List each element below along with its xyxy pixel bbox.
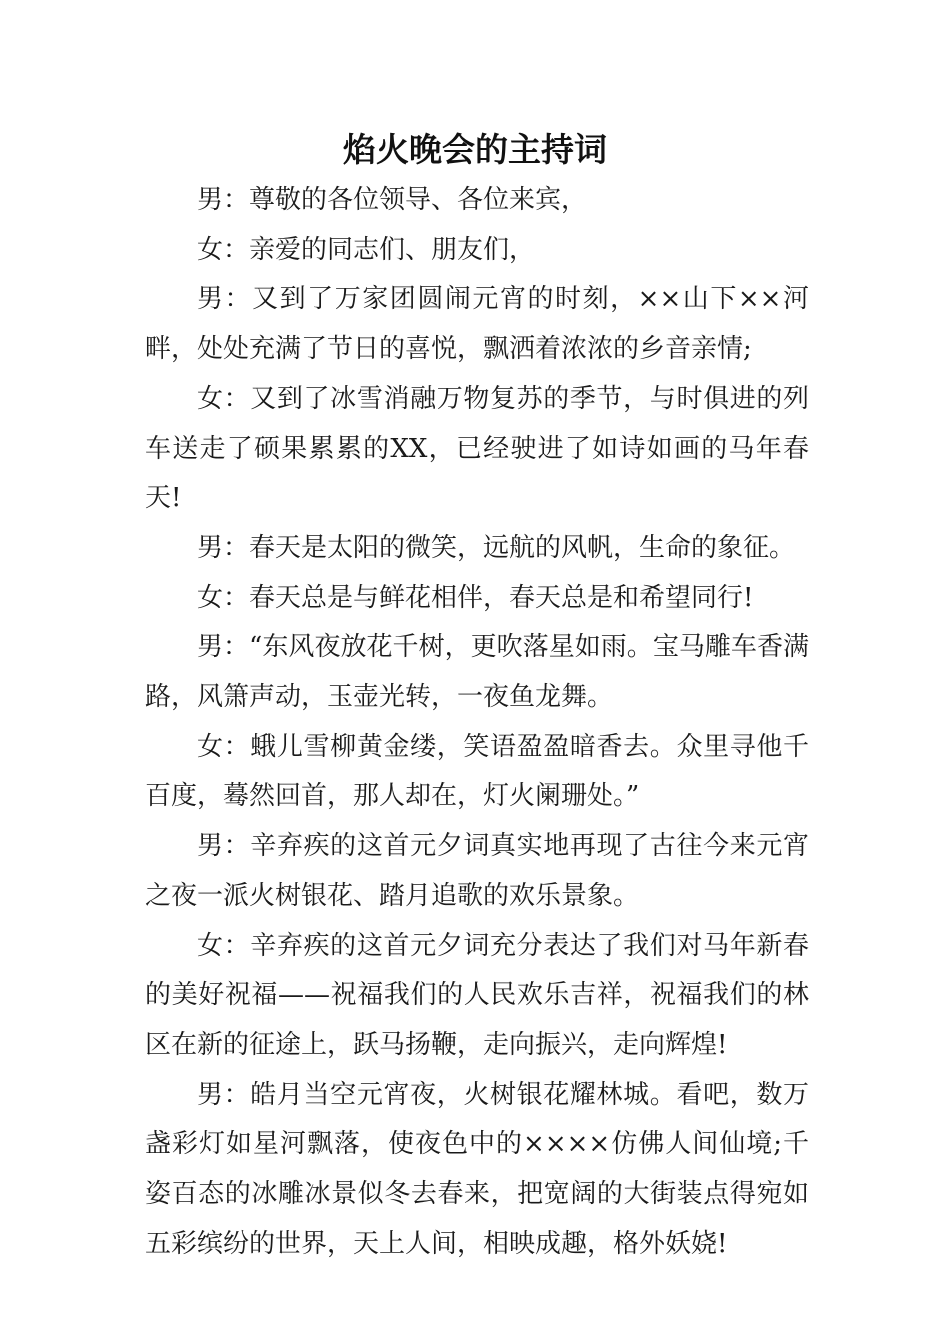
paragraph: 女：又到了冰雪消融万物复苏的季节，与时俱进的列车送走了硕果累累的XX，已经驶进了如诗如画的马年春天! — [145, 383, 809, 514]
document-body — [145, 176, 809, 1269]
paragraph: 男：“东风夜放花千树，更吹落星如雨。宝马雕车香满路，风箫声动，玉壶光转，一夜鱼龙舞。 — [145, 632, 809, 713]
paragraph: 女：亲爱的同志们、朋友们， — [197, 234, 536, 265]
document-title: 焰火晚会的主持词 — [343, 130, 607, 169]
paragraph: 男：春天是太阳的微笑，远航的风帆，生命的象征。 — [197, 532, 796, 563]
paragraph: 男：尊敬的各位领导、各位来宾， — [197, 185, 588, 215]
paragraph: 女：蛾儿雪柳黄金缕，笑语盈盈暗香去。众里寻他千百度，蓦然回首，那人却在，灯火阑珊处。” — [145, 731, 809, 812]
paragraph: 男：又到了万家团圆闹元宵的时刻，××山下××河畔，处处充满了节日的喜悦，飘洒着浓浓的乡音亲情; — [145, 284, 809, 365]
paragraph: 男：辛弃疾的这首元夕词真实地再现了古往今来元宵之夜一派火树银花、踏月追歌的欢乐景象。 — [145, 831, 809, 911]
paragraph: 女：辛弃疾的这首元夕词充分表达了我们对马年新春的美好祝福——祝福我们的人民欢乐吉祥，祝福我们的林区在新的征途上，跃马扬鞭，走向振兴，走向辉煌! — [145, 930, 809, 1060]
paragraph: 女：春天总是与鲜花相伴，春天总是和希望同行! — [197, 582, 754, 613]
paragraph: 男：皓月当空元宵夜，火树银花耀林城。看吧，数万盏彩灯如星河飘落，使夜色中的××××仿佛人间仙境;千姿百态的冰雕冰景似冬去春来，把宽阔的大街装点得宛如五彩缤纷的世界，天上人间，相映成趣，格外妖娆! — [145, 1079, 809, 1259]
